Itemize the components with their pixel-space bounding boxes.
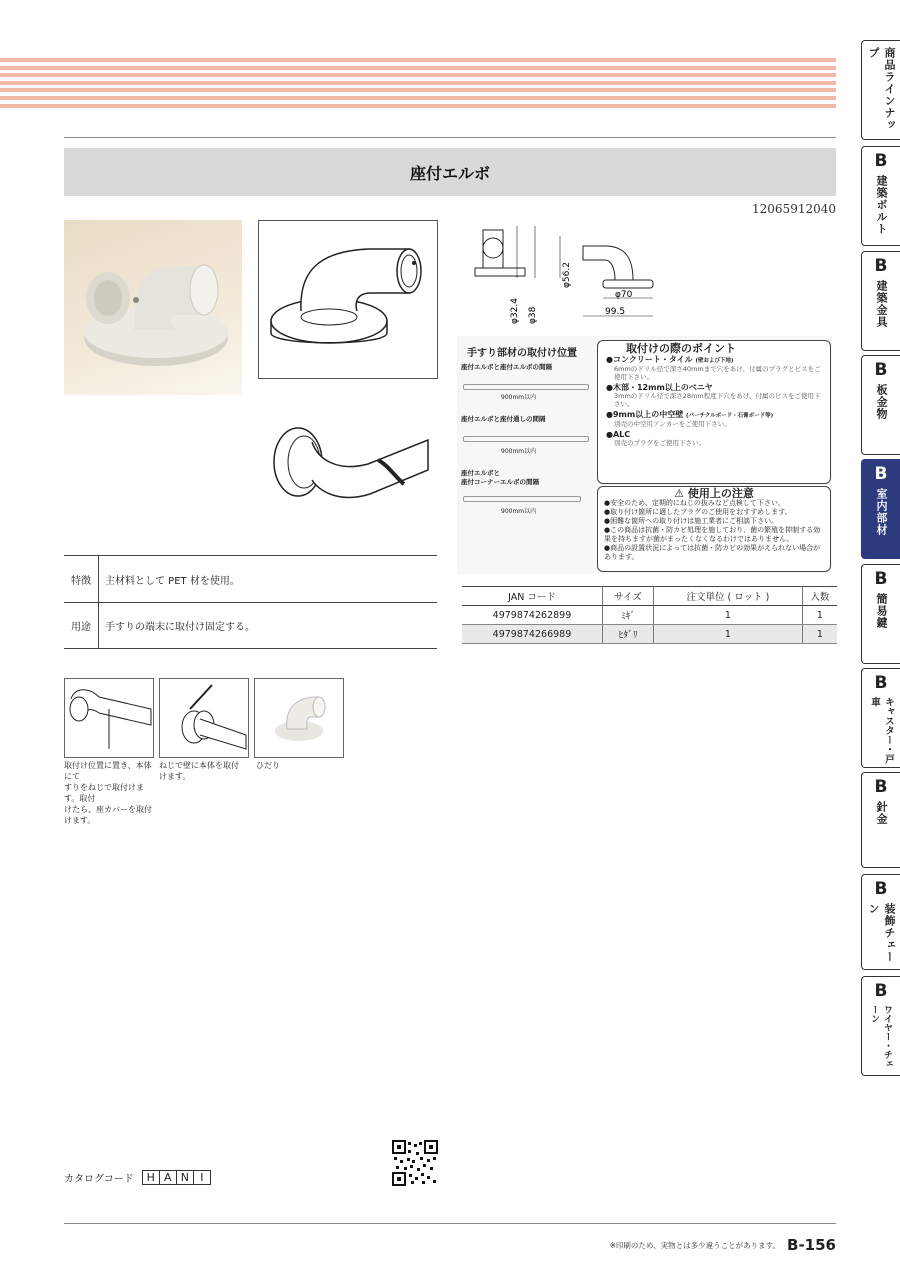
instruction-panel xyxy=(457,336,832,574)
tab-wire-chain[interactable] xyxy=(861,976,900,1076)
point-1-sub: (壁および下地) xyxy=(695,358,734,364)
left-caption: ひだり xyxy=(256,761,280,770)
page-title: 座付エルボ xyxy=(64,148,836,196)
spec-key: 用途 xyxy=(64,602,99,648)
tab-label: 装飾チェーン xyxy=(867,903,896,963)
tab-wire[interactable] xyxy=(861,772,900,868)
caution-2: ●取り付け箇所に適したプラグのご使用をおすすめします。 xyxy=(604,508,792,516)
tab-letter: B xyxy=(874,879,888,899)
spacing-item-3b: 座付コーナーエルボの間隔 xyxy=(461,478,539,486)
point-4: ●ALC xyxy=(606,430,631,439)
tab-label: ワイヤー・チェーン xyxy=(869,1005,892,1068)
qty-cell: 1 xyxy=(802,625,837,644)
left-title: 手すり部材の取付け位置 xyxy=(467,348,577,359)
tab-simple-lock[interactable] xyxy=(861,564,900,664)
catalog-code xyxy=(64,1170,211,1185)
step-2-caption: ねじで壁に本体を取付 けます。 xyxy=(159,761,239,781)
tab-letter: B xyxy=(874,464,888,484)
table-row xyxy=(462,625,837,644)
catalog-letter: H xyxy=(146,1171,155,1184)
caution-4: ●この商品は抗菌・防カビ処理を施しており、菌の繁殖を抑制する効果を持ちますが菌がまったくなくなるわけではありません。 xyxy=(604,526,821,543)
point-4-text: 別売のプラグをご使用下さい。 xyxy=(614,439,705,447)
install-step-1-image xyxy=(64,678,154,758)
caution-5: ●商品の設置状況によっては抗菌・防カビの効果がえられない場合があります。 xyxy=(604,544,821,561)
page-number: B-156 xyxy=(787,1236,836,1254)
dim-label: 900mm以内 xyxy=(501,394,537,401)
spacing-item-1: 座付エルボと座付エルボの間隔 xyxy=(461,363,552,371)
spacing-item-2: 座付エルボと座付通しの間隔 xyxy=(461,415,546,423)
caution-box xyxy=(597,486,831,572)
dim-phi-32-4: φ32.4 xyxy=(510,298,520,324)
tab-label: 針金 xyxy=(875,801,888,825)
rail-diagram xyxy=(463,436,589,442)
point-1-text: 6mmのドリル径で深さ40mmまで穴をあけ、付属のプラグとビスをご使用下さい。 xyxy=(614,365,821,381)
tab-building-hardware[interactable] xyxy=(861,251,900,351)
point-3-text: 別売の中空用アンカーをご使用下さい。 xyxy=(614,420,731,428)
points-title: 取付けの際のポイント xyxy=(626,342,736,355)
tab-decorative-chain[interactable] xyxy=(861,874,900,970)
jan-header: JAN コード xyxy=(462,587,602,606)
product-line-drawing xyxy=(258,220,438,379)
point-3: ●9mm以上の中空壁 xyxy=(606,410,684,419)
tab-sheet-metal[interactable] xyxy=(861,355,900,455)
catalog-label: カタログコード xyxy=(64,1174,134,1185)
tab-letter: B xyxy=(874,777,888,797)
caution-3: ●困難な箇所への取り付けは施工業者にご相談下さい。 xyxy=(604,517,779,525)
tab-letter: B xyxy=(874,673,888,693)
dim-width: 99.5 xyxy=(605,307,626,317)
header-stripes xyxy=(0,58,836,110)
tab-product-lineup[interactable] xyxy=(861,40,900,140)
catalog-letter: N xyxy=(176,1171,193,1184)
tab-label: キャスター・戸車 xyxy=(869,697,894,764)
tab-letter: B xyxy=(874,569,888,589)
point-2-text: 3mmのドリル径で深さ28mm程度下穴をあけ、付属のビスをご使用下さい。 xyxy=(614,392,821,408)
tab-label: 室内部材 xyxy=(875,488,888,536)
point-2: ●木部・12mm以上のベニヤ xyxy=(606,383,713,392)
footer-divider xyxy=(64,1223,836,1224)
size-cell: ﾐｷﾞ xyxy=(602,606,653,625)
dim-label: 900mm以内 xyxy=(501,508,537,515)
install-points-box xyxy=(597,340,831,484)
tab-letter: B xyxy=(874,981,888,1001)
caution-title: ⚠ 使用上の注意 xyxy=(674,487,754,500)
point-1: ●コンクリート・タイル xyxy=(606,355,693,364)
tab-caster[interactable] xyxy=(861,668,900,768)
caution-1: ●安全のため、定期的にねじの抜みなど点検して下さい。 xyxy=(604,499,785,507)
dim-phi-38: φ38 xyxy=(528,306,538,324)
jan-cell: 4979874262899 xyxy=(462,606,602,625)
lot-cell: 1 xyxy=(653,625,802,644)
dim-label: 900mm以内 xyxy=(501,448,537,455)
tab-label: 商品ラインナップ xyxy=(867,47,896,131)
spacing-item-3a: 座付エルボと xyxy=(461,469,500,477)
product-code: 12065912040 xyxy=(752,202,836,216)
dimension-diagram xyxy=(465,218,665,328)
tab-letter: B xyxy=(874,360,888,380)
table-row xyxy=(462,606,837,625)
spec-value: 手すりの端末に取付け固定する。 xyxy=(105,621,255,633)
tab-label: 簡易鍵 xyxy=(875,593,888,629)
divider xyxy=(64,137,836,138)
catalog-letter: A xyxy=(159,1171,176,1184)
catalog-letter: I xyxy=(193,1171,210,1184)
qty-cell: 1 xyxy=(802,606,837,625)
point-3-sub: (パーチクルボード・石膏ボード等) xyxy=(686,413,774,419)
qty-header: 入数 xyxy=(802,587,837,606)
size-cell: ﾋﾀﾞﾘ xyxy=(602,625,653,644)
jan-cell: 4979874266989 xyxy=(462,625,602,644)
jan-table xyxy=(462,586,837,644)
handrail-illustration xyxy=(258,420,436,520)
spec-key: 特徴 xyxy=(64,556,99,602)
rail-diagram xyxy=(463,496,581,502)
tab-letter: B xyxy=(874,151,888,171)
catalog-code-box xyxy=(142,1170,211,1185)
tab-building-bolt[interactable] xyxy=(861,146,900,246)
dim-phi-56-2: φ56.2 xyxy=(562,262,572,288)
size-header: サイズ xyxy=(602,587,653,606)
qr-code[interactable] xyxy=(392,1140,438,1186)
spec-row-feature xyxy=(64,555,437,603)
tab-label: 建築金具 xyxy=(875,280,888,328)
rail-diagram xyxy=(463,384,589,390)
lot-header: 注文単位 ( ロット ) xyxy=(653,587,802,606)
lot-cell: 1 xyxy=(653,606,802,625)
tab-letter: B xyxy=(874,256,888,276)
spec-value: 主材料として PET 材を使用。 xyxy=(105,575,240,587)
left-product-image xyxy=(254,678,344,758)
tab-label: 建築ボルト xyxy=(875,175,888,235)
product-photo xyxy=(64,220,242,395)
dim-phi-70: φ70 xyxy=(615,290,633,300)
spec-row-usage xyxy=(64,602,437,649)
install-step-2-image xyxy=(159,678,249,758)
tab-interior-parts[interactable] xyxy=(861,459,900,559)
footer-note: ※印刷のため、実物とは多少違うことがあります。 xyxy=(609,1241,780,1250)
step-1-caption: 取付け位置に置き、本体にて すりをねじで取付けます。取付 けたら、座カバーを取付けます。 xyxy=(64,761,152,825)
tab-label: 板金物 xyxy=(875,384,888,420)
